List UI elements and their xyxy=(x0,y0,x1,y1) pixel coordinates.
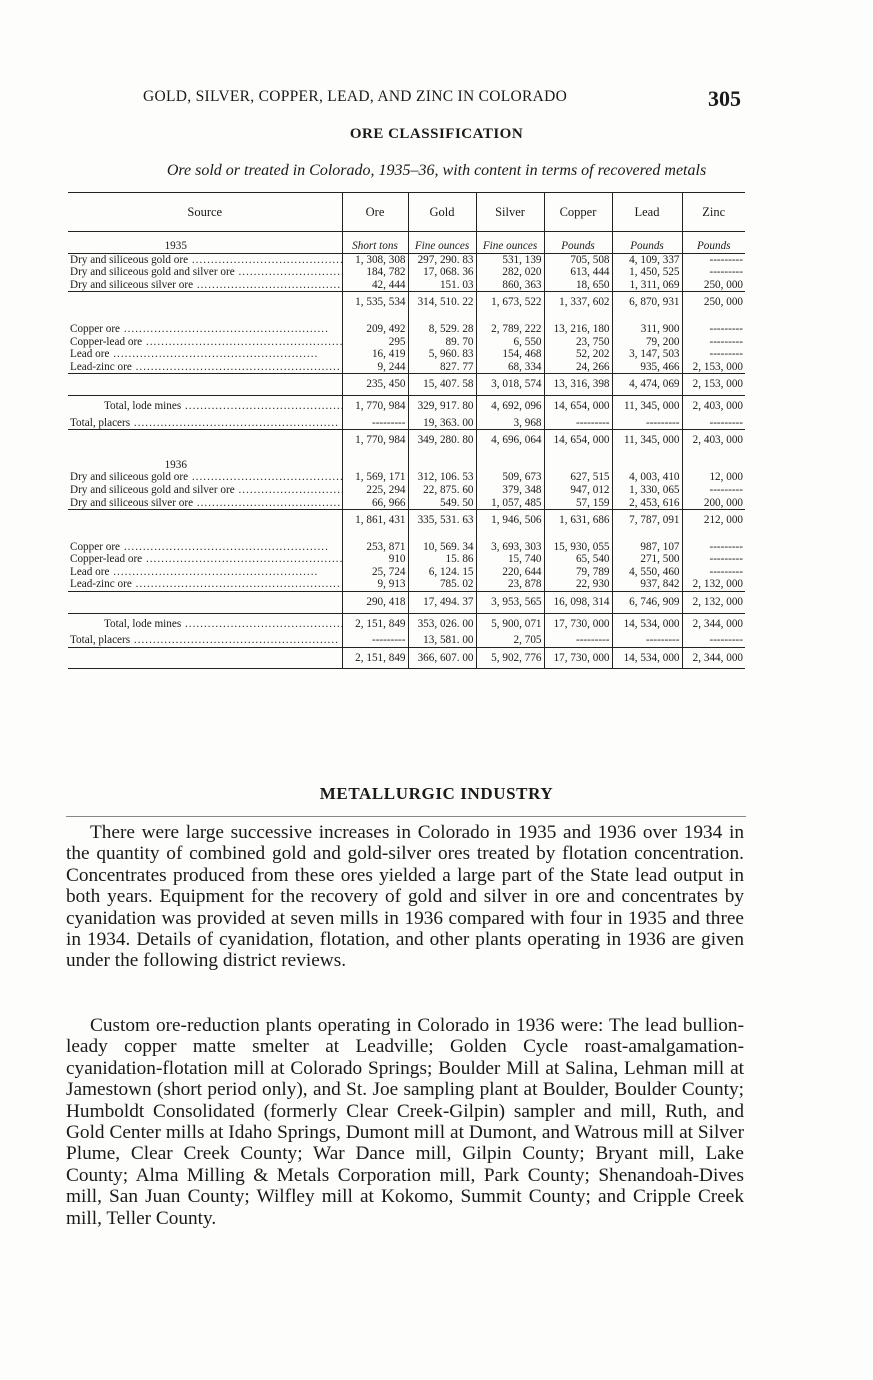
copper-cell: 1, 631, 686 xyxy=(544,510,612,531)
table-row xyxy=(68,361,745,374)
source-cell xyxy=(68,266,342,279)
lead-cell: 3, 147, 503 xyxy=(612,348,682,361)
source-cell xyxy=(68,510,342,531)
ore-cell: 9, 244 xyxy=(342,361,408,374)
ore-cell: 42, 444 xyxy=(342,279,408,292)
source-label: Dry and siliceous gold ore ..... xyxy=(70,254,342,266)
lead-cell: 7, 787, 091 xyxy=(612,510,682,531)
gold-cell: 17, 494. 37 xyxy=(408,592,476,614)
lead-cell: 4, 003, 410 xyxy=(612,471,682,484)
silver-cell: 220, 644 xyxy=(476,566,544,579)
source-cell xyxy=(68,336,342,349)
source-cell xyxy=(68,361,342,374)
metallurgic-title: METALLURGIC INDUSTRY xyxy=(319,784,554,803)
unit-zinc: Pounds xyxy=(682,232,745,254)
unit-lead: Pounds xyxy=(612,232,682,254)
gold-cell: 5, 960. 83 xyxy=(408,348,476,361)
ore-cell: 2, 151, 849 xyxy=(342,613,408,634)
copper-cell: 79, 789 xyxy=(544,566,612,579)
silver-cell: 4, 696, 064 xyxy=(476,430,544,451)
ore-cell: 209, 492 xyxy=(342,323,408,336)
table-row xyxy=(68,323,745,336)
lead-cell: 14, 534, 000 xyxy=(612,647,682,669)
zinc-cell: 2, 344, 000 xyxy=(682,613,745,634)
silver-cell: 6, 550 xyxy=(476,336,544,349)
silver-cell: 154, 468 xyxy=(476,348,544,361)
copper-cell: 23, 750 xyxy=(544,336,612,349)
zinc-cell: 2, 403, 000 xyxy=(682,395,745,416)
silver-cell: 5, 902, 776 xyxy=(476,647,544,669)
ore-cell: 295 xyxy=(342,336,408,349)
table-row xyxy=(68,541,745,554)
copper-cell: 57, 159 xyxy=(544,497,612,510)
divider xyxy=(66,816,746,817)
source-cell xyxy=(68,541,342,554)
spacer-row xyxy=(68,531,745,541)
lead-cell: 11, 345, 000 xyxy=(612,395,682,416)
lode-total-row xyxy=(68,395,745,416)
source-label: Total, lode mines ..... xyxy=(104,618,342,630)
paragraph-2: Custom ore-reduction plants operating in Colorado in 1936 were: The lead bullion-leady copper matte smelter at Leadville; Golden Cycle roast-amalgamation-cyanidation-flotation mill at Colorado Springs; Boulder Mill at Salina, Lehman mill at Jamestown (short period only), and St. Joe sampling plant at Boulder, Boulder County; Humboldt Consolidated (formerly Clear Creek-Gilpin) sampler and mill, Ruth, and Gold Center mills at Idaho Springs, Dumont mill at Dumont, and Watrous mill at Silver Plume, Clear Creek County; War Dance mill, Gilpin County; Bryant mill, Lake County; Alma Milling & Metals Corporation mill, Park County; Shenandoah-Dives mill, San Juan County; Wilfley mill at Kokomo, Summit County; and Cripple Creek mill, Teller County. xyxy=(66,1015,744,1229)
source-label: Copper ore ..... xyxy=(70,541,329,553)
ore-cell: 25, 724 xyxy=(342,566,408,579)
subtotal-row xyxy=(68,292,745,313)
table-row xyxy=(68,336,745,349)
section-title: ORE CLASSIFICATION xyxy=(349,126,524,142)
source-cell xyxy=(68,253,342,266)
source-cell xyxy=(68,578,342,591)
silver-cell: 1, 946, 506 xyxy=(476,510,544,531)
silver-cell: 282, 020 xyxy=(476,266,544,279)
source-label: Dry and siliceous gold and silver ore ..... xyxy=(70,484,342,496)
subtotal-row xyxy=(68,592,745,614)
zinc-cell: --------- xyxy=(682,541,745,554)
year-row xyxy=(68,451,745,472)
table-caption: Ore sold or treated in Colorado, 1935–36, with content in terms of recovered metals xyxy=(166,162,707,179)
source-cell xyxy=(68,566,342,579)
lead-cell: 1, 450, 525 xyxy=(612,266,682,279)
table-row xyxy=(68,497,745,510)
year-label-1935: 1935 xyxy=(164,240,187,252)
zinc-cell: --------- xyxy=(682,417,745,430)
gold-cell: 827. 77 xyxy=(408,361,476,374)
silver-cell: 2, 705 xyxy=(476,634,544,647)
source-cell xyxy=(68,374,342,396)
gold-cell: 19, 363. 00 xyxy=(408,417,476,430)
ore-cell: 16, 419 xyxy=(342,348,408,361)
copper-cell: 16, 098, 314 xyxy=(544,592,612,614)
lead-cell: 6, 746, 909 xyxy=(612,592,682,614)
ore-classification-table xyxy=(68,192,745,669)
paragraph-1: There were large successive increases in Colorado in 1935 and 1936 over 1934 in the quantity of combined gold and gold-silver ores treated by flotation concentration. Concentrates produced from these ores yielded a large part of the State lead output in both years. Equipment for the recovery of gold and silver in ore and concentrates by cyanidation was provided at seven mills in 1936 compared with four in 1935 and three in 1934. Details of cyanidation, flotation, and other plants operating in 1936 are given under the following district reviews. xyxy=(66,822,744,972)
header-source: Source xyxy=(187,204,223,219)
ore-cell: 910 xyxy=(342,553,408,566)
source-cell xyxy=(68,471,342,484)
copper-cell: 947, 012 xyxy=(544,484,612,497)
table-row xyxy=(68,279,745,292)
source-cell xyxy=(68,592,342,614)
copper-cell: 17, 730, 000 xyxy=(544,647,612,669)
source-label: Total, placers ..... xyxy=(70,634,339,646)
gold-cell: 6, 124. 15 xyxy=(408,566,476,579)
copper-cell: 705, 508 xyxy=(544,253,612,266)
copper-cell: 13, 216, 180 xyxy=(544,323,612,336)
ore-cell: 225, 294 xyxy=(342,484,408,497)
ore-cell: 184, 782 xyxy=(342,266,408,279)
source-cell xyxy=(68,484,342,497)
table-row xyxy=(68,553,745,566)
running-head: GOLD, SILVER, COPPER, LEAD, AND ZINC IN COLORADO xyxy=(143,88,568,105)
gold-cell: 314, 510. 22 xyxy=(408,292,476,313)
ore-cell: 2, 151, 849 xyxy=(342,647,408,669)
lead-cell: 1, 330, 065 xyxy=(612,484,682,497)
zinc-cell: 2, 403, 000 xyxy=(682,430,745,451)
lead-cell: --------- xyxy=(612,634,682,647)
source-label: Dry and siliceous silver ore ..... xyxy=(70,279,342,291)
gold-cell: 549. 50 xyxy=(408,497,476,510)
header-zinc: Zinc xyxy=(682,193,745,232)
table-row xyxy=(68,471,745,484)
ore-cell: 1, 770, 984 xyxy=(342,395,408,416)
silver-cell: 68, 334 xyxy=(476,361,544,374)
copper-cell: 52, 202 xyxy=(544,348,612,361)
source-label: Total, lode mines ..... xyxy=(104,400,342,412)
silver-cell: 379, 348 xyxy=(476,484,544,497)
lead-cell: --------- xyxy=(612,417,682,430)
zinc-cell: --------- xyxy=(682,253,745,266)
lead-cell: 937, 842 xyxy=(612,578,682,591)
placers-total-row xyxy=(68,634,745,647)
source-label: Dry and siliceous silver ore ..... xyxy=(70,497,342,509)
silver-cell: 4, 692, 096 xyxy=(476,395,544,416)
lead-cell: 2, 453, 616 xyxy=(612,497,682,510)
zinc-cell: --------- xyxy=(682,348,745,361)
gold-cell: 349, 280. 80 xyxy=(408,430,476,451)
source-cell xyxy=(68,553,342,566)
table-row xyxy=(68,253,745,266)
zinc-cell: 2, 153, 000 xyxy=(682,374,745,396)
zinc-cell: 250, 000 xyxy=(682,292,745,313)
gold-cell: 15, 407. 58 xyxy=(408,374,476,396)
copper-cell: 14, 654, 000 xyxy=(544,430,612,451)
subtotal-row xyxy=(68,510,745,531)
grand-total-row xyxy=(68,430,745,451)
ore-cell: 1, 308, 308 xyxy=(342,253,408,266)
lode-total-row xyxy=(68,613,745,634)
ore-cell: 235, 450 xyxy=(342,374,408,396)
lead-cell: 79, 200 xyxy=(612,336,682,349)
zinc-cell: 12, 000 xyxy=(682,471,745,484)
source-cell xyxy=(68,647,342,669)
source-label: Dry and siliceous gold ore ..... xyxy=(70,471,342,483)
gold-cell: 10, 569. 34 xyxy=(408,541,476,554)
copper-cell: 17, 730, 000 xyxy=(544,613,612,634)
source-cell xyxy=(68,395,342,416)
zinc-cell: 2, 344, 000 xyxy=(682,647,745,669)
unit-silver: Fine ounces xyxy=(476,232,544,254)
unit-ore: Short tons xyxy=(342,232,408,254)
source-label: Lead-zinc ore ..... xyxy=(70,578,341,590)
source-label: Dry and siliceous gold and silver ore ..... xyxy=(70,266,342,278)
ore-cell: 1, 861, 431 xyxy=(342,510,408,531)
lead-cell: 935, 466 xyxy=(612,361,682,374)
source-label: Lead-zinc ore ..... xyxy=(70,361,341,373)
gold-cell: 151. 03 xyxy=(408,279,476,292)
silver-cell: 23, 878 xyxy=(476,578,544,591)
source-label: Total, placers ..... xyxy=(70,417,339,429)
copper-cell: 65, 540 xyxy=(544,553,612,566)
table-row xyxy=(68,484,745,497)
header-lead: Lead xyxy=(612,193,682,232)
source-cell xyxy=(68,613,342,634)
spacer-row xyxy=(68,313,745,323)
unit-gold: Fine ounces xyxy=(408,232,476,254)
source-cell xyxy=(68,430,342,451)
gold-cell: 15. 86 xyxy=(408,553,476,566)
page-number: 305 xyxy=(708,86,741,111)
lead-cell: 4, 109, 337 xyxy=(612,253,682,266)
silver-cell: 3, 953, 565 xyxy=(476,592,544,614)
ore-cell: 1, 535, 534 xyxy=(342,292,408,313)
table-row xyxy=(68,266,745,279)
gold-cell: 329, 917. 80 xyxy=(408,395,476,416)
header-ore: Ore xyxy=(342,193,408,232)
zinc-cell: 200, 000 xyxy=(682,497,745,510)
lead-cell: 4, 550, 460 xyxy=(612,566,682,579)
lead-cell: 14, 534, 000 xyxy=(612,613,682,634)
lead-cell: 311, 900 xyxy=(612,323,682,336)
silver-cell: 509, 673 xyxy=(476,471,544,484)
lead-cell: 271, 500 xyxy=(612,553,682,566)
copper-cell: 15, 930, 055 xyxy=(544,541,612,554)
ore-cell: --------- xyxy=(342,417,408,430)
zinc-cell: 250, 000 xyxy=(682,279,745,292)
source-cell xyxy=(68,279,342,292)
silver-cell: 2, 789, 222 xyxy=(476,323,544,336)
zinc-cell: --------- xyxy=(682,634,745,647)
copper-cell: 14, 654, 000 xyxy=(544,395,612,416)
subtotal-row xyxy=(68,374,745,396)
units-row xyxy=(68,232,745,254)
header-gold: Gold xyxy=(408,193,476,232)
header-copper: Copper xyxy=(544,193,612,232)
copper-cell: 1, 337, 602 xyxy=(544,292,612,313)
source-cell xyxy=(68,497,342,510)
source-label: Copper-lead ore ..... xyxy=(70,553,342,565)
ore-cell: 1, 569, 171 xyxy=(342,471,408,484)
copper-cell: 627, 515 xyxy=(544,471,612,484)
silver-cell: 15, 740 xyxy=(476,553,544,566)
zinc-cell: 212, 000 xyxy=(682,510,745,531)
silver-cell: 5, 900, 071 xyxy=(476,613,544,634)
source-cell xyxy=(68,634,342,647)
gold-cell: 785. 02 xyxy=(408,578,476,591)
lead-cell: 11, 345, 000 xyxy=(612,430,682,451)
unit-copper: Pounds xyxy=(544,232,612,254)
gold-cell: 8, 529. 28 xyxy=(408,323,476,336)
zinc-cell: --------- xyxy=(682,566,745,579)
ore-cell: --------- xyxy=(342,634,408,647)
gold-cell: 297, 290. 83 xyxy=(408,253,476,266)
gold-cell: 17, 068. 36 xyxy=(408,266,476,279)
copper-cell: 13, 316, 398 xyxy=(544,374,612,396)
copper-cell: --------- xyxy=(544,634,612,647)
zinc-cell: --------- xyxy=(682,336,745,349)
zinc-cell: 2, 153, 000 xyxy=(682,361,745,374)
source-label: Copper ore ..... xyxy=(70,323,329,335)
zinc-cell: --------- xyxy=(682,484,745,497)
copper-cell: 22, 930 xyxy=(544,578,612,591)
source-cell xyxy=(68,417,342,430)
copper-cell: 613, 444 xyxy=(544,266,612,279)
grand-total-row xyxy=(68,647,745,669)
gold-cell: 312, 106. 53 xyxy=(408,471,476,484)
table-header-row xyxy=(68,193,745,232)
source-label: Lead ore ..... xyxy=(70,348,318,360)
ore-cell: 9, 913 xyxy=(342,578,408,591)
ore-cell: 1, 770, 984 xyxy=(342,430,408,451)
gold-cell: 89. 70 xyxy=(408,336,476,349)
ore-cell: 66, 966 xyxy=(342,497,408,510)
year-label: 1936 xyxy=(164,458,187,471)
silver-cell: 531, 139 xyxy=(476,253,544,266)
silver-cell: 3, 018, 574 xyxy=(476,374,544,396)
lead-cell: 4, 474, 069 xyxy=(612,374,682,396)
copper-cell: 24, 266 xyxy=(544,361,612,374)
silver-cell: 3, 968 xyxy=(476,417,544,430)
zinc-cell: --------- xyxy=(682,323,745,336)
gold-cell: 353, 026. 00 xyxy=(408,613,476,634)
gold-cell: 335, 531. 63 xyxy=(408,510,476,531)
silver-cell: 3, 693, 303 xyxy=(476,541,544,554)
source-cell xyxy=(68,323,342,336)
placers-total-row xyxy=(68,417,745,430)
source-cell xyxy=(68,348,342,361)
source-label: Copper-lead ore ..... xyxy=(70,336,342,348)
lead-cell: 987, 107 xyxy=(612,541,682,554)
source-label: Lead ore ..... xyxy=(70,566,318,578)
zinc-cell: --------- xyxy=(682,553,745,566)
zinc-cell: 2, 132, 000 xyxy=(682,578,745,591)
table-row xyxy=(68,566,745,579)
table-row xyxy=(68,348,745,361)
zinc-cell: --------- xyxy=(682,266,745,279)
gold-cell: 366, 607. 00 xyxy=(408,647,476,669)
silver-cell: 1, 057, 485 xyxy=(476,497,544,510)
table-row xyxy=(68,578,745,591)
copper-cell: --------- xyxy=(544,417,612,430)
gold-cell: 22, 875. 60 xyxy=(408,484,476,497)
lead-cell: 6, 870, 931 xyxy=(612,292,682,313)
ore-cell: 290, 418 xyxy=(342,592,408,614)
lead-cell: 1, 311, 069 xyxy=(612,279,682,292)
silver-cell: 1, 673, 522 xyxy=(476,292,544,313)
header-silver: Silver xyxy=(476,193,544,232)
table-body-1935 xyxy=(68,253,745,669)
ore-cell: 253, 871 xyxy=(342,541,408,554)
zinc-cell: 2, 132, 000 xyxy=(682,592,745,614)
source-cell xyxy=(68,292,342,313)
silver-cell: 860, 363 xyxy=(476,279,544,292)
copper-cell: 18, 650 xyxy=(544,279,612,292)
gold-cell: 13, 581. 00 xyxy=(408,634,476,647)
